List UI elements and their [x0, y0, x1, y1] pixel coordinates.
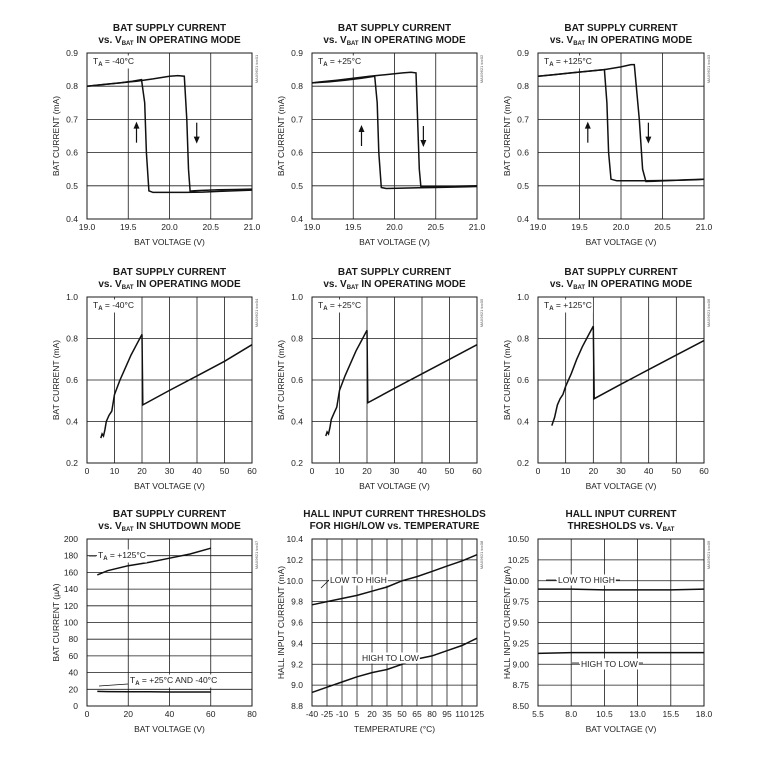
y-axis-label: BAT CURRENT (mA)	[502, 339, 512, 421]
x-tick-label: 5	[354, 709, 360, 719]
x-tick-label: 20.0	[386, 222, 403, 232]
annotation-label	[558, 575, 615, 585]
y-tick-label: 0.9	[66, 48, 78, 58]
chart-1	[51, 23, 261, 247]
annotation-part: = -40°C	[102, 56, 135, 66]
series-line-1	[552, 326, 594, 426]
title-part: vs. V	[98, 35, 122, 46]
x-tick-label: 30	[616, 466, 626, 476]
x-axis-label: BAT VOLTAGE (V)	[359, 481, 430, 491]
x-tick-label: 95	[442, 709, 452, 719]
y-tick-label: 10.00	[507, 575, 529, 586]
annotation-subscript: A	[98, 62, 103, 68]
x-tick-label: 60	[247, 466, 257, 476]
chart-title-line1: BAT SUPPLY CURRENT	[564, 267, 678, 278]
chart-title-line2	[310, 521, 480, 532]
chart-title-line1: BAT SUPPLY CURRENT	[337, 267, 452, 278]
x-tick-label: 21.0	[468, 222, 486, 232]
y-tick-label: 0.8	[291, 333, 303, 344]
y-tick-label: 0	[73, 701, 78, 711]
y-tick-label: 120	[63, 600, 78, 611]
y-tick-label: 0.6	[66, 375, 78, 385]
figure-tag: MAX9621 toc03	[706, 54, 711, 84]
y-tick-label: 140	[63, 584, 78, 595]
y-axis-label: BAT CURRENT (mA)	[51, 339, 61, 421]
y-tick-label: 9.4	[291, 638, 303, 649]
y-tick-label: 40	[68, 667, 78, 678]
x-tick-label: 30	[389, 466, 400, 476]
x-tick-label: 20	[137, 466, 147, 476]
y-tick-label: 0.7	[291, 114, 303, 125]
y-tick-label: 8.50	[512, 701, 529, 711]
x-tick-label: 21.0	[695, 222, 713, 232]
y-tick-label: 10.0	[286, 575, 303, 586]
figure-tag: MAX9621 toc07	[254, 540, 259, 570]
x-tick-label: 80	[427, 709, 437, 719]
y-tick-label: 0.6	[66, 147, 78, 158]
annotation-leader	[321, 580, 329, 588]
series-line-2	[538, 653, 704, 654]
title-part: IN SHUTDOWN MODE	[133, 521, 241, 532]
x-tick-label: 40	[164, 709, 175, 719]
y-tick-label: 0.8	[291, 81, 303, 92]
title-subscript: BAT	[346, 41, 359, 47]
y-tick-label: 0.8	[517, 81, 529, 92]
y-tick-label: 10.25	[507, 554, 529, 565]
title-part: THRESHOLDS vs. V	[567, 521, 663, 532]
x-tick-label: 35	[382, 709, 392, 719]
y-tick-label: 1.0	[517, 292, 529, 302]
y-tick-label: 0.7	[66, 114, 78, 125]
y-tick-label: 0.4	[517, 214, 529, 224]
y-axis-label: BAT CURRENT (mA)	[502, 95, 512, 177]
y-tick-label: 8.8	[291, 701, 303, 711]
figure-tag: MAX9621 toc06	[706, 298, 711, 328]
y-tick-label: 160	[63, 567, 78, 578]
x-tick-label: 21.0	[243, 222, 261, 232]
y-tick-label: 0.5	[66, 180, 78, 191]
y-tick-label: 0.9	[291, 48, 303, 58]
chart-title-line2	[98, 35, 241, 47]
x-tick-label: 19.0	[529, 222, 547, 232]
y-tick-label: 0.4	[66, 416, 78, 427]
arrow-up-icon	[359, 125, 365, 146]
x-tick-label: -25	[320, 709, 334, 719]
x-axis-label: BAT VOLTAGE (V)	[585, 724, 657, 734]
x-tick-label: 60	[206, 709, 216, 719]
chart-9	[502, 509, 713, 734]
title-part: vs. V	[323, 279, 347, 290]
y-tick-label: 9.0	[291, 680, 303, 691]
annotation-part: T	[93, 56, 99, 66]
chart-6	[502, 267, 711, 491]
chart-3	[502, 23, 713, 247]
y-axis-label: BAT CURRENT (µA)	[51, 583, 61, 662]
chart-title-line1: BAT SUPPLY CURRENT	[112, 23, 227, 34]
x-tick-label: 20.5	[654, 222, 671, 232]
figure-tag: MAX9621 toc04	[254, 298, 259, 328]
annotation-subscript: A	[98, 306, 103, 312]
annotation-part: = +125°C	[107, 550, 146, 560]
x-tick-label: 20.0	[612, 222, 630, 232]
x-tick-label: 20	[123, 709, 133, 719]
y-tick-label: 0.4	[291, 214, 303, 224]
chart-title-line2	[550, 35, 693, 47]
y-tick-label: 0.8	[517, 333, 529, 344]
title-part: IN OPERATING MODE	[585, 35, 693, 46]
x-tick-label: 10	[334, 466, 345, 476]
x-axis-label: BAT VOLTAGE (V)	[585, 237, 657, 247]
chart-title-line1: HALL INPUT CURRENT THRESHOLDS	[303, 509, 486, 520]
chart-title-line2	[98, 279, 241, 291]
y-tick-label: 9.50	[512, 617, 529, 628]
title-part: vs. V	[98, 521, 122, 532]
x-tick-label: 0	[309, 466, 315, 476]
annotation-part: HIGH TO LOW	[581, 659, 638, 669]
series-line-1	[538, 589, 704, 590]
x-tick-label: 50	[444, 466, 455, 476]
x-axis-label: BAT VOLTAGE (V)	[134, 481, 205, 491]
y-tick-label: 0.6	[517, 375, 529, 385]
y-axis-label: HALL INPUT CURRENT (mA)	[502, 565, 512, 680]
annotation-leader	[99, 684, 128, 686]
annotation-subscript: A	[135, 681, 140, 687]
x-axis-label: BAT VOLTAGE (V)	[134, 237, 205, 247]
x-tick-label: 15.5	[662, 709, 680, 719]
title-part: IN OPERATING MODE	[133, 279, 241, 290]
y-tick-label: 8.75	[512, 680, 529, 691]
title-subscript: BAT	[121, 285, 134, 291]
y-tick-label: 0.9	[517, 48, 529, 58]
chart-title-line2	[568, 521, 675, 533]
title-part: IN OPERATING MODE	[585, 279, 693, 290]
chart-2	[276, 23, 486, 247]
figure-tag: MAX9621 toc08	[479, 540, 484, 570]
y-tick-label: 60	[68, 650, 78, 661]
y-tick-label: 0.2	[66, 458, 78, 468]
y-tick-label: 180	[63, 550, 78, 561]
y-tick-label: 0.6	[291, 375, 303, 385]
x-tick-label: 20	[588, 466, 599, 476]
x-tick-label: 19.0	[78, 222, 96, 232]
y-tick-label: 1.0	[291, 292, 303, 302]
chart-title-line1: BAT SUPPLY CURRENT	[337, 23, 452, 34]
y-tick-label: 0.5	[291, 180, 303, 191]
x-tick-label: 20.5	[202, 222, 220, 232]
y-tick-label: 9.6	[291, 617, 303, 628]
annotation-subscript: A	[549, 306, 554, 312]
title-subscript: BAT	[121, 41, 134, 47]
x-tick-label: 50	[397, 709, 407, 719]
annotation-label	[330, 575, 387, 585]
annotation-part: T	[93, 300, 99, 310]
figure-tag: MAX9621 toc09	[706, 540, 711, 570]
x-axis-label: TEMPERATURE (°C)	[353, 724, 436, 734]
chart-title-line2	[550, 279, 693, 291]
annotation-label	[362, 653, 419, 663]
chart-title-line2	[323, 35, 466, 47]
y-tick-label: 10.50	[507, 534, 529, 544]
x-tick-label: 10	[560, 466, 571, 476]
y-tick-label: 0.7	[517, 114, 529, 125]
y-axis-label: BAT CURRENT (mA)	[276, 339, 286, 421]
title-part: vs. V	[549, 35, 574, 46]
x-tick-label: 20	[362, 466, 372, 476]
chart-title-line1: BAT SUPPLY CURRENT	[112, 509, 227, 520]
annotation-part: T	[318, 56, 324, 66]
x-tick-label: 50	[671, 466, 682, 476]
title-subscript: BAT	[573, 41, 586, 47]
annotation-part: T	[544, 300, 550, 310]
annotation-part: = +125°C	[553, 300, 592, 310]
x-tick-label: 40	[192, 466, 202, 476]
x-tick-label: 19.5	[344, 222, 362, 232]
annotation-part: LOW TO HIGH	[558, 575, 615, 585]
series-line-2	[97, 691, 211, 692]
x-tick-label: 10	[109, 466, 120, 476]
x-axis-label: BAT VOLTAGE (V)	[585, 481, 657, 491]
y-tick-label: 9.00	[512, 659, 529, 670]
title-subscript: BAT	[662, 527, 675, 533]
annotation-subscript: A	[549, 62, 554, 68]
title-part: vs. V	[549, 279, 574, 290]
title-part: IN OPERATING MODE	[358, 279, 466, 290]
x-tick-label: 5.5	[532, 709, 544, 719]
y-tick-label: 0.4	[517, 416, 529, 427]
chart-8	[276, 509, 486, 734]
title-part: IN OPERATING MODE	[358, 35, 466, 46]
x-tick-label: 40	[417, 466, 427, 476]
y-tick-label: 80	[68, 634, 78, 645]
chart-title-line1: HALL INPUT CURRENT	[565, 509, 677, 520]
annotation-label	[581, 659, 638, 669]
annotation-part: HIGH TO LOW	[362, 653, 419, 663]
arrow-up-icon	[134, 122, 140, 143]
y-tick-label: 10.4	[286, 534, 303, 544]
y-tick-label: 0.6	[517, 147, 529, 158]
x-tick-label: 30	[164, 466, 175, 476]
series-line-2	[312, 638, 477, 692]
annotation-part: T	[98, 550, 104, 560]
figure-tag: MAX9621 toc02	[479, 54, 484, 84]
y-tick-label: 0.8	[66, 81, 78, 92]
chart-5	[276, 267, 484, 491]
annotation-part: T	[544, 56, 550, 66]
x-tick-label: 18.0	[695, 709, 713, 719]
x-tick-label: 19.5	[571, 222, 588, 232]
y-tick-label: 0.4	[66, 214, 78, 224]
series-line-1	[326, 330, 367, 436]
y-tick-label: 0.5	[517, 180, 529, 191]
annotation-subscript: A	[323, 62, 328, 68]
x-tick-label: 50	[219, 466, 230, 476]
x-tick-label: 8.0	[565, 709, 578, 719]
x-tick-label: 20.5	[427, 222, 445, 232]
x-tick-label: -40	[305, 709, 319, 719]
title-part: IN OPERATING MODE	[133, 35, 241, 46]
x-tick-label: 13.0	[629, 709, 646, 719]
x-tick-label: 125	[469, 709, 485, 719]
title-subscript: BAT	[573, 285, 586, 291]
y-tick-label: 20	[68, 684, 78, 695]
y-tick-label: 1.0	[66, 292, 78, 302]
y-tick-label: 9.75	[512, 596, 529, 607]
annotation-part: = +25°C	[327, 56, 362, 66]
x-tick-label: 19.5	[119, 222, 137, 232]
y-tick-label: 9.25	[512, 638, 529, 649]
x-tick-label: 20	[367, 709, 377, 719]
arrow-down-icon	[420, 126, 426, 147]
title-subscript: BAT	[121, 527, 134, 533]
annotation-part: LOW TO HIGH	[330, 575, 387, 585]
annotation-part: = +25°C	[327, 300, 362, 310]
y-axis-label: HALL INPUT CURRENT (mA)	[276, 565, 286, 680]
x-tick-label: 40	[643, 466, 654, 476]
chart-title-line1: BAT SUPPLY CURRENT	[112, 267, 227, 278]
figure-tag: MAX9621 toc05	[479, 298, 484, 328]
chart-title-line2	[323, 279, 466, 291]
y-tick-label: 0.4	[291, 416, 303, 427]
x-tick-label: 110	[455, 709, 469, 719]
chart-title-line1: BAT SUPPLY CURRENT	[564, 23, 678, 34]
x-tick-label: 0	[84, 466, 90, 476]
y-tick-label: 10.2	[286, 554, 303, 565]
y-tick-label: 0.2	[291, 458, 303, 468]
y-tick-label: 100	[63, 617, 78, 628]
series-line-1	[101, 334, 142, 438]
arrow-down-icon	[645, 123, 651, 144]
title-part: vs. V	[323, 35, 347, 46]
annotation-part: = +25°C AND -40°C	[139, 675, 218, 685]
x-tick-label: 0	[84, 709, 90, 719]
x-tick-label: 0	[535, 466, 541, 476]
annotation-part: = -40°C	[102, 300, 135, 310]
y-tick-label: 9.8	[291, 596, 303, 607]
y-axis-label: BAT CURRENT (mA)	[51, 95, 61, 177]
x-tick-label: 10.5	[596, 709, 613, 719]
x-tick-label: 60	[472, 466, 482, 476]
annotation-part: T	[130, 675, 136, 685]
y-axis-label: BAT CURRENT (mA)	[276, 95, 286, 177]
y-tick-label: 200	[63, 534, 78, 544]
x-tick-label: 20.0	[161, 222, 178, 232]
annotation-subscript: A	[103, 556, 108, 562]
chart-7	[51, 509, 259, 734]
annotation-part: T	[318, 300, 324, 310]
figure-tag: MAX9621 toc01	[254, 54, 259, 84]
x-tick-label: 80	[247, 709, 257, 719]
title-subscript: BAT	[346, 285, 359, 291]
chart-title-line2	[98, 521, 241, 533]
x-tick-label: 65	[412, 709, 422, 719]
arrow-down-icon	[194, 123, 200, 144]
x-axis-label: BAT VOLTAGE (V)	[359, 237, 430, 247]
x-axis-label: BAT VOLTAGE (V)	[134, 724, 205, 734]
y-tick-label: 0.8	[66, 333, 78, 344]
annotation-part: = +125°C	[553, 56, 592, 66]
arrow-up-icon	[585, 122, 591, 143]
annotation-subscript: A	[323, 306, 328, 312]
x-tick-label: 60	[699, 466, 709, 476]
title-part: vs. V	[98, 279, 122, 290]
y-tick-label: 0.6	[291, 147, 303, 158]
x-tick-label: 19.0	[303, 222, 321, 232]
title-part: FOR HIGH/LOW vs. TEMPERATURE	[309, 521, 480, 532]
chart-4	[51, 267, 259, 491]
y-tick-label: 0.2	[517, 458, 529, 468]
y-tick-label: 9.2	[291, 659, 303, 670]
x-tick-label: -10	[335, 709, 349, 719]
